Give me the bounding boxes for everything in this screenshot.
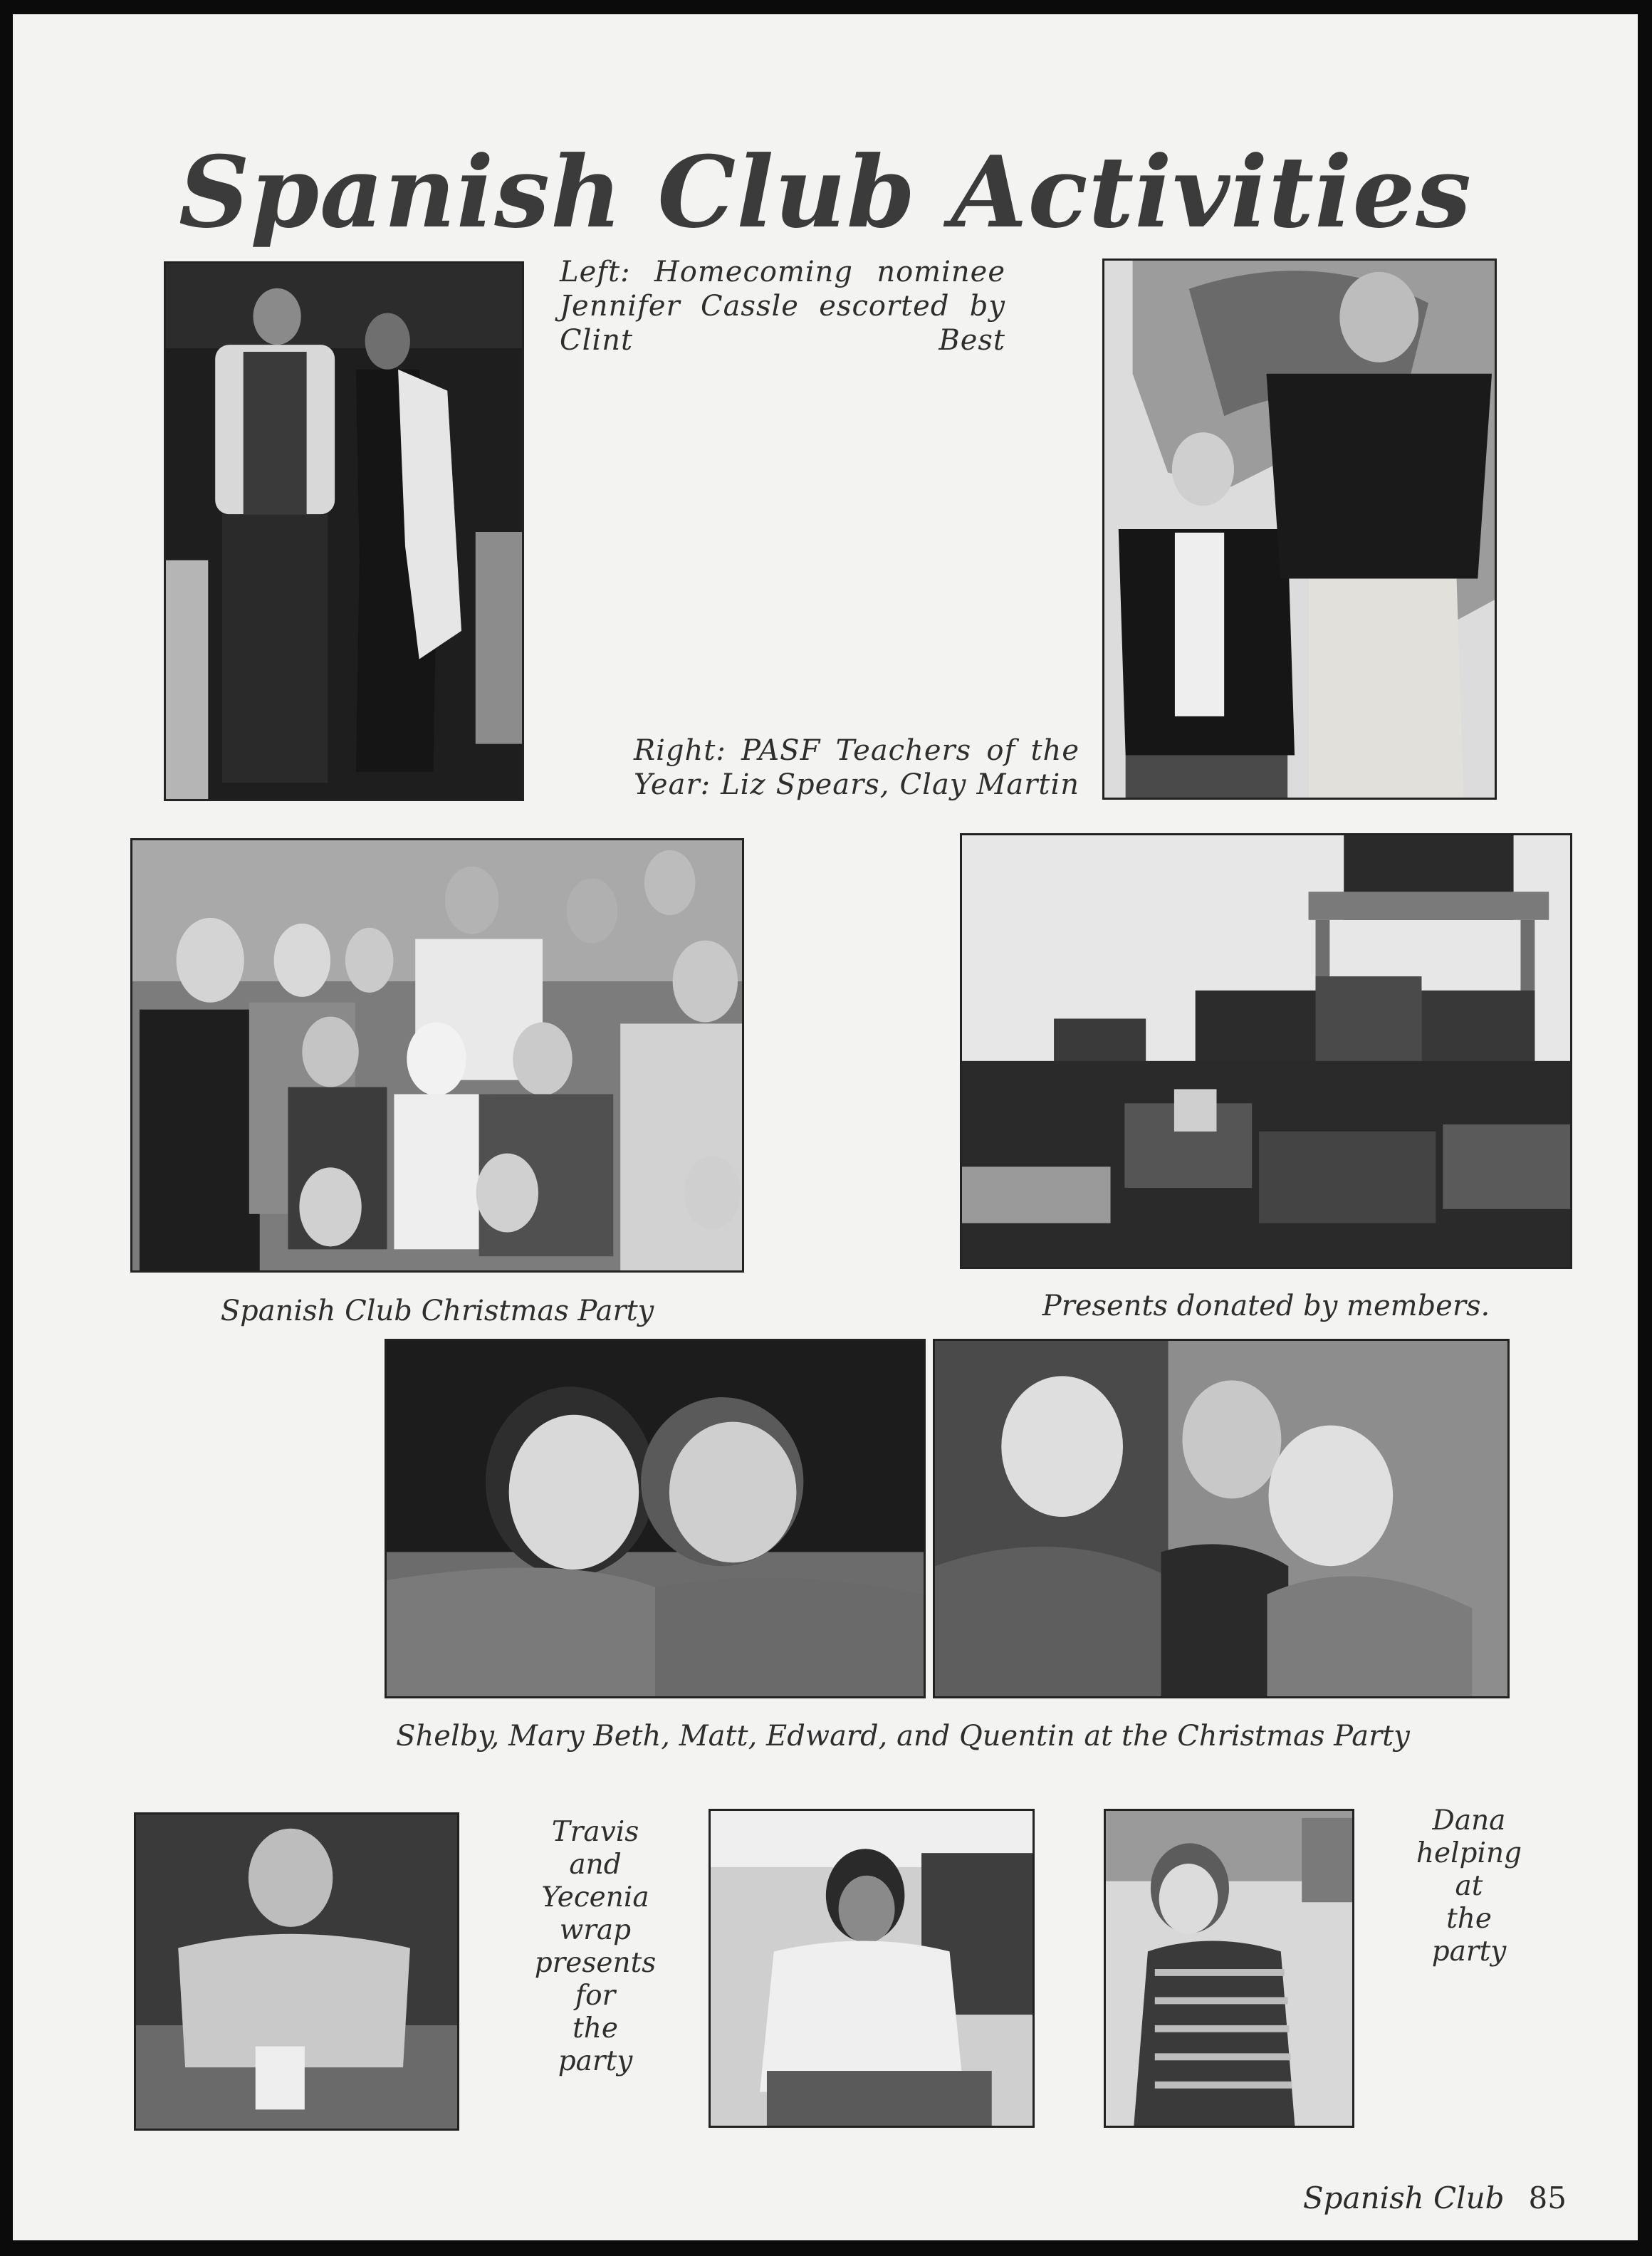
- caption-dana: Dana helping at the party: [1416, 1805, 1522, 1968]
- folio-section: Spanish Club: [1302, 2181, 1505, 2215]
- photo-yecenia-wrapping: [709, 1809, 1035, 2128]
- photo-shelby-mary-beth: [385, 1339, 926, 1698]
- photo-homecoming-couple: [164, 261, 524, 801]
- yearbook-page: [13, 14, 1638, 2240]
- folio-page-number: 85: [1528, 2181, 1567, 2215]
- photo-matt-edward-quentin: [933, 1339, 1510, 1698]
- photo-travis-wrapping: [134, 1812, 459, 2131]
- photo-teachers-of-year: [1102, 258, 1497, 800]
- caption-wrapping: Travis and Yecenia wrap presents for the party: [534, 1816, 657, 2077]
- photo-presents: [960, 833, 1572, 1269]
- caption-christmas-party: Spanish Club Christmas Party: [220, 1295, 654, 1327]
- caption-group-names: Shelby, Mary Beth, Matt, Edward, and Quentin at the Christmas Party: [396, 1720, 1410, 1753]
- page-title: Spanish Club Activities: [178, 134, 1473, 250]
- photo-christmas-party-group: [130, 838, 744, 1273]
- caption-teachers: Right: PASF Teachers of the Year: Liz Spears, Clay Martin: [634, 734, 1079, 801]
- caption-presents: Presents donated by members.: [1042, 1290, 1490, 1322]
- page-folio: [1303, 2181, 1567, 2215]
- caption-homecoming: Left: Homecoming nominee Jennifer Cassle escorted by Clint Best: [560, 256, 1005, 357]
- photo-dana: [1104, 1809, 1354, 2128]
